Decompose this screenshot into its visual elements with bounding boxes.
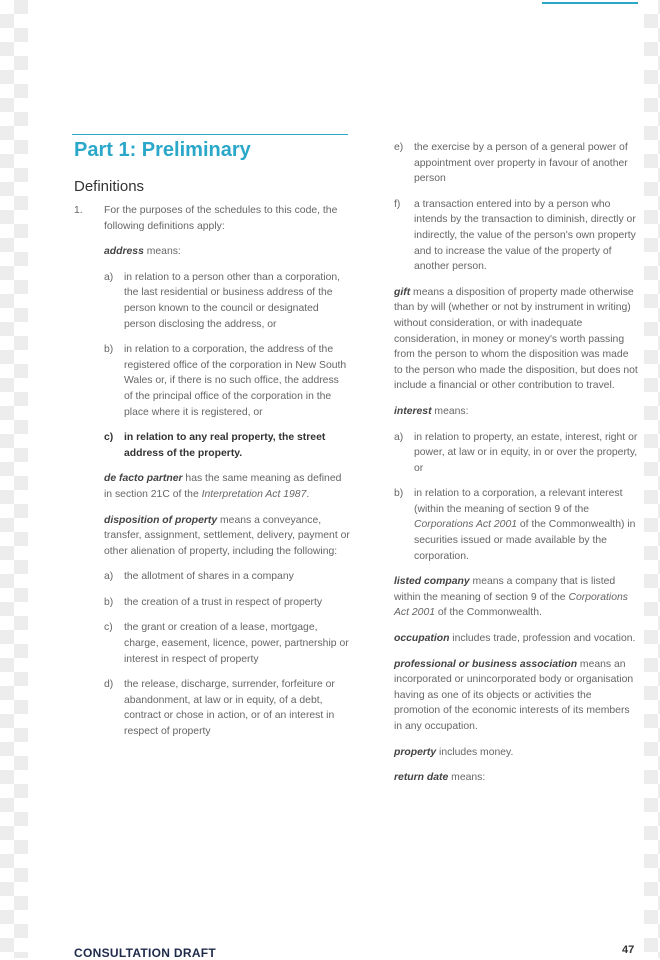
definition-de-facto-partner: de facto partner has the same meaning as defined in section 21C of the Interpretation Act 1987. [104,473,342,500]
title-rule [72,134,348,135]
clause-intro [74,203,350,234]
list-item: a) in relation to a person other than a corporation, the last residential or business address of the person known to the council or designated person disclosing the address, or [104,271,341,330]
term-address: address [104,246,144,258]
list-item: a) the allotment of shares in a company [104,571,294,583]
list-item: c) the grant or creation of a lease, mortgage, charge, easement, licence, power, partnership or interest in respect of property [104,622,349,665]
definition-professional-association: professional or business association means an incorporated or unincorporated body or organisation having as one of its objects or activities the promotion of the economic interests of its members in any occupation. [394,658,634,732]
definition-gift: gift means a disposition of property made otherwise than by will (whether or not by instrument in writing) without consideration, or with inadequate consideration, in money or money's worth passing from the person to whom the disposition was made to the person who made the disposition, but does not include a financial or other contribution to travel. [394,286,638,392]
list-item: a) in relation to property, an estate, interest, right or power, at law or in equity, in or over the property, or [394,431,638,474]
page-number: 47 [622,944,635,956]
clause-intro-text: For the purposes of the schedules to this code, the following definitions apply: [104,205,338,232]
footer-label: CONSULTATION DRAFT [74,946,217,960]
clause-number: 1. [74,205,83,216]
definition-listed-company: listed company means a company that is listed within the meaning of section 9 of the Corporations Act 2001 of the Commonwealth. [394,576,628,619]
top-accent-line [542,2,638,4]
list-item: c) in relation to any real property, the street address of the property. [104,432,326,459]
list-item: b) in relation to a corporation, a relevant interest (within the meaning of section 9 of the Corporations Act 2001 of the Commonwealth) in securities issued or made available by the corporation. [394,488,636,562]
definition-occupation: occupation includes trade, profession and vocation. [394,633,636,645]
definitions-list [104,244,350,739]
right-column [394,140,640,796]
list-item: b) the creation of a trust in respect of property [104,596,323,608]
list-item: e) the exercise by a person of a general power of appointment over property in favour of another person [394,142,628,185]
definition-disposition-of-property: disposition of property means a conveyance, transfer, assignment, settlement, delivery, payment or other alienation of property, including the following: [104,514,350,557]
section-heading: Definitions [74,178,145,195]
list-item: b) in relation to a corporation, the address of the registered office of the corporation in New South Wales or, if there is no such office, the address of the principal office of the corporation in the place where it is registered, or [104,344,347,418]
list-item: f) a transaction entered into by a person who intends by the transaction to diminish, directly or indirectly, the value of the person's own property and to increase the value of the property of another person. [394,198,636,273]
definition-address: address means: [104,246,181,258]
definition-interest: interest means: [394,405,469,417]
part-title: Part 1: Preliminary [74,139,251,161]
left-column [74,203,350,750]
list-item: d) the release, discharge, surrender, forfeiture or abandonment, at law or in equity, of a debt, contract or chose in action, or of an interest in respect of property [104,679,335,738]
definition-property: property includes money. [394,746,514,758]
definition-return-date: return date means: [394,772,486,784]
